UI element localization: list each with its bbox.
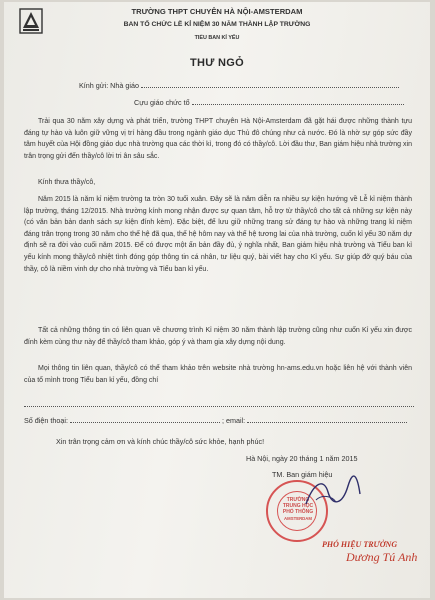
letter-title: THƯ NGỎ <box>189 57 244 69</box>
subcommittee-name: TIỂU BAN KỈ YẾU <box>194 35 240 41</box>
recipient-fill-2 <box>192 97 404 105</box>
contact-dots-line <box>24 399 414 411</box>
paragraph-contact: Mọi thông tin liên quan, thầy/cô có thể tham khảo trên website nhà trường hn-ams.edu.vn hoặc liên hệ với thành viên của tổ mình trong Tiểu ban kỉ yếu, đồng chí <box>24 365 412 384</box>
greeting: Kính thưa thầy/cô, <box>38 179 96 186</box>
paragraph-intro: Trải qua 30 năm xây dựng và phát triển, trường THPT chuyên Hà Nội-Amsterdam đã gặt hái được những thành tựu đáng tự hào và luôn giữ vững vị trí hàng đầu trong ngành giáo dục Thủ đô chúng như cả nước. Đó là nhờ sự góp sức đầy tâm huyết của Hội đồng giáo dục nhà trường qua các thời kì, trong đó có thầy/cô. Lời đầu thư, Ban giám hiệu nhà trường xin trân trọng gửi đến thầy/cô lời tri ân sâu sắc. <box>24 118 412 160</box>
recipient-line-1 <box>79 80 399 92</box>
signature-scribble-icon <box>302 474 362 514</box>
school-name: TRƯỜNG THPT CHUYÊN HÀ NỘI-AMSTERDAM <box>131 7 303 16</box>
paragraph-attachment: Tất cả những thông tin có liên quan về chương trình Kỉ niệm 30 năm thành lập trường cũng như cuốn Kỉ yếu xin được đính kèm cùng thư này để thầy/cô tham khảo, góp ý và tham gia xây dựng nội dung. <box>24 327 412 346</box>
paragraph-main: Năm 2015 là năm kỉ niệm trường ta tròn 30 tuổi xuân. Đây sẽ là năm diễn ra nhiều sự kiện hướng về Lễ kỉ niệm thành lập trường, tháng 12/2015. Nhà trường kính mong nhận được sự quan tâm, hỗ trợ từ thầy/cô cho tất cả những sự kiện này (có văn bản bản danh sách sự kiện đính kèm). Đặc biệt, để lưu giữ những trang sử đáng tự hào và những trang kỉ niệm đáng trân trọng trong 30 năm cho thế hệ đã qua, thế hệ hôm nay và thế hệ tương lai của nhà trường, cuốn kỉ yếu 30 năm dự định sẽ ra đời vào cuối năm 2015. Để có được một ấn bản đầy đủ, ý nghĩa nhất, Ban giám hiệu nhà trường và Tiểu ban kỉ yếu kính mong thầy/cô nhiệt tình đóng góp thông tin cá nhân, tư liệu quý, bài viết hay cho Kỉ yếu. Sự giúp đỡ quý báu của thầy, cô là niềm vinh dự cho nhà trường và Tiểu ban kỉ yếu. <box>24 196 412 273</box>
signer-org: TM. Ban giám hiệu <box>272 470 333 479</box>
committee-name: BAN TỔ CHỨC LỄ KỈ NIỆM 30 NĂM THÀNH LẬP TRƯỜNG <box>123 21 311 28</box>
recipient-label-1: Kính gửi: Nhà giáo <box>79 81 139 90</box>
phone-label: Số điện thoại: <box>24 416 68 425</box>
letter-page <box>4 2 430 598</box>
stamp-text-4: AMSTERDAM <box>284 516 312 521</box>
date-line: Hà Nội, ngày 20 tháng 1 năm 2015 <box>246 454 358 463</box>
phone-fill <box>70 415 220 423</box>
recipient-line-2 <box>134 97 404 109</box>
signer-title: PHÓ HIỆU TRƯỞNG <box>322 540 398 549</box>
recipient-fill-1 <box>141 80 399 88</box>
email-fill <box>247 415 407 423</box>
stamp-text-2: TRUNG HỌC <box>282 503 314 509</box>
contact-name-fill <box>24 399 414 407</box>
email-label: ; email: <box>221 416 246 425</box>
contact-line <box>24 415 407 427</box>
signer-name: Dương Tú Anh <box>346 550 418 564</box>
closing-line: Xin trân trọng cảm ơn và kính chúc thầy/cô sức khỏe, hạnh phúc! <box>56 437 265 446</box>
recipient-label-2: Cựu giáo chức tổ <box>134 98 190 107</box>
stamp-text-1: TRƯỜNG <box>286 497 310 503</box>
stamp-text-3: PHỔ THÔNG <box>282 509 314 515</box>
